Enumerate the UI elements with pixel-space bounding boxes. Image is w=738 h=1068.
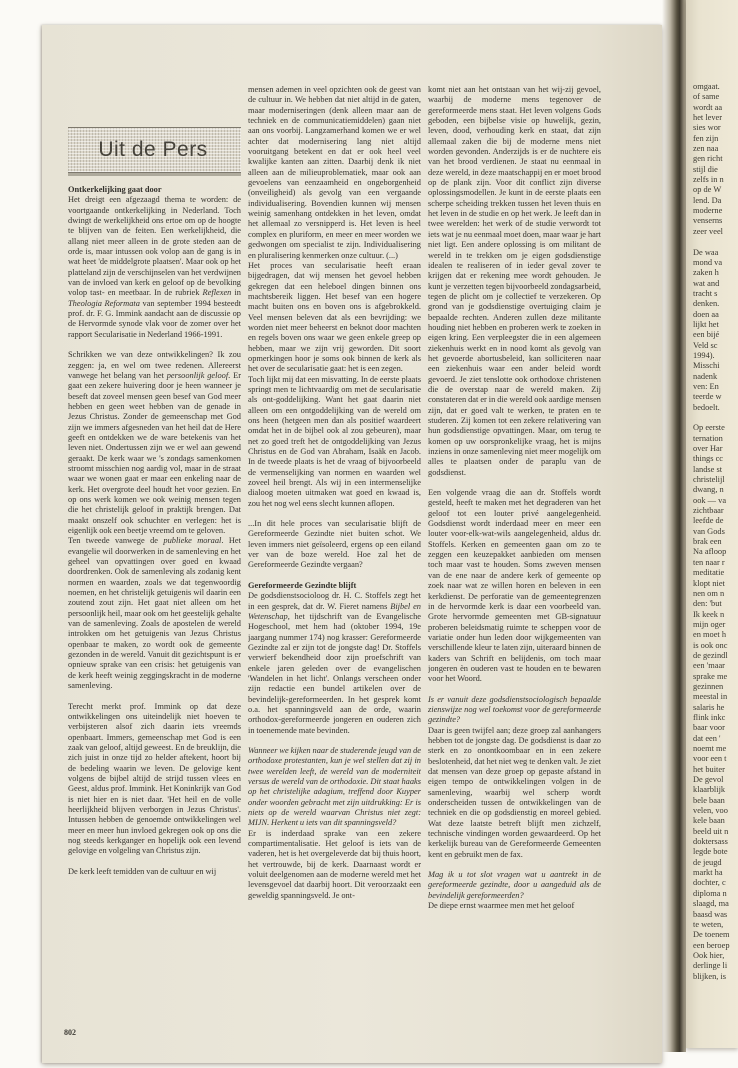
paragraph: ...In dit hele proces van secularisatie blijft de Gereformeerde Gezindte niet buiten schot. We leven immers niet geïsoleerd, ergens op een eiland ver van de boze wereld. Hoe zal het de Gereformeerde Gezindte vergaan? (248, 519, 421, 570)
clipped-text-line: wordt aa (693, 102, 723, 112)
clipped-text-line: zaken h (693, 268, 719, 278)
clipped-text-line: omgaat. (693, 82, 720, 91)
clipped-text-line: gen richt (693, 154, 723, 164)
clipped-text-line: is ook onc (693, 640, 728, 650)
clipped-text-line: de gezindl (693, 650, 728, 660)
clipped-text-line: beeld uit n (693, 826, 729, 836)
clipped-text-line: slaagd, ma (693, 899, 729, 909)
interview-question: Mag ik u tot slot vragen wat u aantrekt in de gereformeerde gezindte, door u aangeduid als de bevindelijk gereformeerden? (428, 870, 601, 900)
paragraph: De kerk leeft temidden van de cultuur en wij (68, 866, 217, 876)
clipped-text-line: het lever (693, 113, 723, 123)
clipped-text-line: baasd was (693, 909, 728, 919)
clipped-text-line: moderne (693, 206, 723, 216)
clipped-text-line: zen naa (693, 144, 719, 154)
clipped-text-line: diploma n (693, 888, 727, 898)
paragraph: Daar is geen twijfel aan; deze groep zal aanhangers hebben tot de jongste dag. De godsdienst is daar zo sterk en zo onontkoombaar en in een zekere beslotenheid, dat het niet weg te denken valt. Je ziet dat mensen van deze groep op gepaste afstand in eigen tempo de ontwikkelingen volgen in de samenleving, waarbij wel scherp wordt onderscheiden tussen de ontwikkelingen van de techniek en die op godsdienstig en moreel gebied. Wat deze laatste betreft blijft men zichzelf, technische vindingen worden gewaardeerd. Op het kerkelijk bureau van de Gereformeerde Gemeenten kent en gebruikt men de fax. (428, 725, 601, 859)
clipped-text-line: Na afloop (693, 547, 727, 557)
clipped-text-line: christelijl (693, 475, 725, 485)
clipped-text-line: den: 'but (693, 599, 722, 609)
clipped-text-line: ook — va (693, 495, 727, 505)
clipped-text-line: mond va (693, 257, 723, 267)
clipped-text-line: De gevol (693, 775, 724, 785)
clipped-text-line: fen zijn (693, 133, 719, 143)
book-spine-shadow (662, 0, 686, 1052)
clipped-text-line: op de W (693, 185, 722, 195)
clipped-text-line: blijken, is (693, 971, 727, 981)
text-columns (42, 25, 662, 1037)
clipped-text-line: de jeugd (693, 857, 722, 867)
clipped-text-line: van Gods (693, 526, 725, 536)
clipped-text-line: doktersass (693, 837, 728, 847)
clipped-text-line: klopt niet (693, 578, 725, 588)
clipped-text-line: flink inkc (693, 712, 726, 722)
clipped-text-line: baar voor (693, 723, 725, 733)
clipped-text-line: bedoelt. (693, 402, 720, 412)
paragraph: Toch lijkt mij dat een misvatting. In de eerste plaats springt men te lichtvaardig om met de secularisatie als ont-goddelijking. Want het gaat daarin niet alleen om een ontgoddelijking van de wereld om ons heen (hetgeen men dan als positief waardeert omdat het in de bijbel ook al zou gebeuren), maar net zo goed treft het de ontgoddelijking van Jezus Christus en de God van Abraham, Isaäk en Jacob. In de tweede plaats is het de vraag of bijvoorbeeld de vermenselijking van normen en waarden wel zoveel heil brengt. Als wij in een intermenselijke dialoog moeten uitmaken wat goed en kwaad is, zou het nog wel eens slecht kunnen aflopen. (248, 374, 421, 508)
clipped-text-line: over Har (693, 444, 723, 454)
clipped-text-line: De toenem (693, 930, 730, 940)
paragraph: Schrikken we van deze ontwikkelingen? Ik zou zeggen: ja, en wel om twee redenen. Allereerst vanwege het belang van het persoonlijk geloof. Er gaat een zekere huivering door je heen wanneer je beseft dat zoveel mensen geen besef van God meer hebben en geen weet hebben van de genade in Jezus Christus. Zonder de gemeenschap met God zijn we immers afgesneden van het heil dat de Here geeft en ontdekken we de ware betekenis van het leven niet. Ondertussen zijn we er wel aan gewend geraakt. De kerk waar we 's zondags samenkomen stroomt misschien nog aardig vol, maar in de straat waar we wonen gaat er maar een enkeling naar de kerk. Het overgrote deel houdt het voor gezien. En op ons werk komen we ook weinig mensen tegen die het christelijk geloof in praktijk brengen. Dat maakt onszelf ook schuchter en verlegen: het is eigenlijk ook een beetje vreemd om te geloven. (68, 350, 241, 535)
paragraph: Er is inderdaad sprake van een zekere compartimentalisatie. Het geloof is iets van de vaderen, het is het overgeleverde dat bij thuis hoort, het vertrouwde, bij de kerk. Daarnaast wordt er voluit deelgenomen aan de moderne wereld met het levensgevoel dat daarbij hoort. Dit veroorzaakt een geweldig spanningsveld. Je ont- (248, 828, 421, 900)
clipped-text-line: ternation (693, 433, 723, 443)
clipped-text-line: zeer veel (693, 226, 723, 236)
clipped-text-line: het buiter (693, 764, 725, 774)
clipped-text-line: kele baan (693, 816, 725, 826)
clipped-text-line: doen aa (693, 309, 719, 319)
clipped-text-line (693, 237, 738, 247)
paragraph: komt niet aan het ontstaan van het wij-zij gevoel, waarbij de moderne mens tegenover de gereformeerde mens staat. Het leven volgens Gods geboden, een bijbelse visie op huwelijk, gezin, leven, dood, verhouding kerk en staat, dat zijn allemaal zaken die bij de moderne mens niet worden gevonden. Anderzijds is er de nuchtere eis van het brood verdienen. Je staat nu eenmaal in deze wereld, in deze maatschappij en er moet brood op de plank zijn. Voor dit conflict zijn diverse oplossingsmodellen. Je kunt in de eerste plaats een scherpe scheiding trekken tussen het leven thuis en het leven in de studie en op het werk. Je leeft dan in twee werelden: het werk of de studie verwordt tot iets wat je nu eenmaal moet doen, maar waar je hart niet ligt. Een andere oplossing is om militant de wereld in te trekken om je eigen godsdienstige idealen te realiseren of in ieder geval zover te krijgen dat er rekening mee wordt gehouden. Je kunt je verzetten tegen bijvoorbeeld zondagsarbeid, tegen de plicht om je collectief te verzekeren. Op grond van je godsdienstige overtuiging claim je bepaalde rechten. Anderen zullen deze militante houding niet hebben en proberen werk te zoeken in eigen kring. Een verpleegster die in een algemeen ziekenhuis werkt en in nood komt als gevolg van het gevoerde abortusbeleid, kan solliciteren naar een ziekenhuis waar een ander beleid wordt gevoerd. Je ziet tenslotte ook orthodoxe christenen die de overstap naar de wereld maken. Zij constateren dat er in die wereld ook aardige mensen zijn, dat er goed valt te werken, te praten en te studeren. Zij komen tot een zekere relativering van hun godsdienstige opvattingen. Maar, om terug te komen op uw oorspronkelijke vraag, het is mijns inziens in onze samenleving niet meer mogelijk om alles te plaatsen onder de paraplu van de godsdienst. (428, 85, 601, 477)
article-heading: Gereformeerde Gezindte blijft (248, 580, 357, 590)
clipped-text-line: zichtbaar (693, 506, 724, 516)
clipped-text-line: Veld sc (693, 340, 718, 350)
paragraph: Het proces van secularisatie heeft eraan bijgedragen, dat wij mensen het gevoel hebben gekregen dat een heleboel dingen binnen ons machtsbereik liggen. Het besef van een hogere macht buiten ons en boven ons is afgebrokkeld. Veel mensen beleven dat als een bevrijding: we worden niet meer beheerst en beknot door machten en regels boven ons waar we geen enkele greep op hebben, maar we zijn vrij geworden. Dit soort opmerkingen hoor je soms ook binnen de kerk als het over de secularisatie gaat: het is een zegen. (248, 260, 421, 374)
clipped-text-line: denken. (693, 299, 720, 309)
clipped-text-line: brak een (693, 537, 722, 547)
clipped-text-line: markt ha (693, 868, 723, 878)
clipped-text-line: zelfs in n (693, 175, 724, 185)
clipped-text-line: landse st (693, 464, 723, 474)
clipped-text-line: Op eerste (693, 423, 725, 433)
clipped-text-line: Misschi (693, 361, 720, 371)
clipped-text-line: lijkt het (693, 319, 719, 329)
clipped-text-line: meestal in (693, 692, 728, 702)
paragraph: Een volgende vraag die aan dr. Stoffels wordt gesteld, heeft te maken met het degraderen van het geloof tot een louter privé aangelegenheid. Godsdienst wordt inderdaad meer en meer een louter voor-elk-wat-wils aangelegenheid, aldus dr. Stoffels. Kerken en gemeenten gaan om zo te zeggen een keuzepakket aanbieden om mensen toch maar vast te houden. Soms zweven mensen van de ene naar de andere kerk of gemeente op zoek naar wat ze willen horen en beleven in een kerkdienst. De perforatie van de gemeentegrenzen in de hervormde kerk is daar een voorbeeld van. Grote hervormde gemeenten met GB-signatuur proberen beleidsmatig ruimte te scheppen voor de variatie onder hun leden door wijkgemeenten van verschillende kleur te laten zijn, uiteraard binnen de kaders van Schrift en belijdenis, om toch maar jongeren èn ouderen vast te houden en te bewaren voor het Woord. (428, 488, 601, 684)
page-number: 802 (64, 1028, 76, 1037)
clipped-text-line: mijn oger (693, 619, 726, 629)
clipped-text-line: teerde w (693, 392, 722, 402)
clipped-text-line: en moet h (693, 630, 727, 640)
clipped-text-line: gezinnen (693, 681, 724, 691)
clipped-text-line: nadenk (693, 371, 718, 381)
clipped-text-line: things cc (693, 454, 724, 464)
clipped-text-line: lend. Da (693, 195, 722, 205)
clipped-text-line: klaarblijk (693, 785, 726, 795)
magazine-right-page-sliver (686, 0, 738, 1048)
clipped-text-line: een beroep (693, 940, 730, 950)
clipped-text-line: bele baan (693, 795, 725, 805)
clipped-text-line: leefde de (693, 516, 724, 526)
clipped-text-line: sprake me (693, 671, 728, 681)
paragraph: De diepe ernst waarmee men met het geloof (428, 901, 575, 911)
clipped-text-line: Ik keek n (693, 609, 725, 619)
interview-question: Wanneer we kijken naar de studerende jeugd van de orthodoxe protestanten, kun je wel stellen dat zij in twee werelden leeft, de wereld van de moderniteit versus de wereld van de orthodoxie. Dit staat haaks op het christelijke adagium, treffend door Kuyper onder woorden gebracht met zijn uitdrukking: Er is niets op de wereld waarvan Christus niet zegt: MIJN. Herkent u iets van dit spanningsveld? (248, 745, 421, 828)
clipped-text-line: 1994). (693, 350, 715, 360)
clipped-text-line: dat een ' (693, 733, 721, 743)
clipped-text-line: ten naar r (693, 557, 725, 567)
column-3 (428, 85, 601, 1037)
section-title: Uit de Pers (98, 138, 208, 161)
clipped-text-line: dochter, c (693, 878, 726, 888)
paragraph: Ten tweede vanwege de publieke moraal. Het evangelie wil doorwerken in de samenleving en het geheel van opvattingen over goed en kwaad doordrenken. Ook de samenleving als zodanig kent normen en waarden, zoals we dat tegenwoordig noemen, en het christelijk getuigenis wil daarin een zoutend zout zijn. Het gaat niet alleen om het persoonlijk heil, maar ook om het geestelijk gehalte van de samenleving. Zoals de apostelen de wereld introkken om het getuigenis van Jezus Christus openbaar te maken, zo wordt ook de gemeente gezonden in de wereld. Vanuit dit gezichtspunt is er opnieuw sprake van een crisis: het getuigenis van de kerk heeft weinig zeggingskracht in de moderne samenleving. (68, 536, 241, 691)
clipped-text-line: stijl die (693, 164, 718, 174)
column-1 (68, 85, 241, 1037)
paragraph: Het dreigt een afgezaagd thema te worden: de voortgaande ontkerkelijking in Nederland. Toch dwingt de werkelijkheid ons ertoe om op de hoogte te blijven van de feiten. Een werkelijkheid, die allang niet meer alleen in de grote steden aan de orde is, maar intussen ook volop aan de gang is in wat heet 'de middelgrote plaatsen'. Maar ook op het platteland zijn de verschijnselen van het verdwijnen van de invloed van kerk en geloof op de bevolking volop tast- en meetbaar. In de rubriek Reflexen in Theologia Reformata van september 1994 besteedt prof. dr. F. G. Immink aandacht aan de discussie op de Hervormde synode vlak voor de zomer over het rapport Secularisatie in Nederland 1966-1991. (68, 195, 241, 339)
clipped-text-line: een 'maar (693, 661, 725, 671)
press-review-title-box (68, 127, 241, 173)
paragraph: mensen ademen in veel opzichten ook de geest van de cultuur in. We hebben dat niet altijd in de gaten, maar moderniseringen (denk alleen maar aan de techniek en de communicatiemiddelen) gaan niet aan ons voorbij. Langzamerhand komen we er wel achter dat modernisering lang niet altijd vooruitgang betekent en dat er ook heel veel kwalijke kanten aan zitten. Daarbij denk ik niet alleen aan de milieuproblematiek, maar ook aan gevoelens van eenzaamheid en ongeborgenheid (onveiligheid) als gevolg van een vergaande individualisering. Bovendien kunnen wij mensen weinig samenhang ontdekken in het leven, omdat het allemaal zo versnipperd is. Het leven is heel complex en pluriform, en meer en meer worden we gedwongen om specialist te zijn. Individualisering en pluralisering kenmerken onze cultuur. (...) (248, 85, 421, 260)
clipped-text-line: meditatie (693, 568, 725, 578)
clipped-text-line: dwang, n (693, 485, 724, 495)
column-2 (248, 85, 421, 1037)
paragraph: Terecht merkt prof. Immink op dat deze ontwikkelingen ons uiteindelijk niet hoeven te verbijsteren alsof zich daarin iets vreemds openbaart. Immers, gemeenschap met God is een zaak van geloof, altijd geweest. En de breuklijn, die zich juist in onze tijd zo helder aftekent, hoort bij de bedeling waarin we leven. De gelovige kent volgens de bijbel altijd de strijd tussen vlees en Geest, aldus prof. Immink. Het Koninkrijk van God is niet hier en is niet daar. 'Het heil en de volle heerlijkheid blijven verborgen in Jezus Christus'. Intussen hebben de genoemde ontwikkelingen wel meer en meer hun invloed gekregen ook op ons die nog steeds kerkganger en hopelijk ook een levend gelovige en volgeling van Christus zijn. (68, 701, 241, 856)
article-heading: Ontkerkelijking gaat door (68, 185, 162, 194)
clipped-text-line: te weten, (693, 919, 724, 929)
clipped-text-line: nen om n (693, 588, 725, 598)
clipped-text-line: voor een t (693, 754, 727, 764)
clipped-text-line: noemt me (693, 744, 727, 753)
clipped-text-line: legde bote (693, 847, 728, 857)
clipped-text-line: een bijé (693, 330, 720, 340)
clipped-text-line: wat and (693, 278, 720, 288)
paragraph: De godsdienstsocioloog dr. H. C. Stoffels zegt het in een gesprek, dat dr. W. Fieret namens Bijbel en Wetenschap, het tijdschrift van de Evangelische Hogeschool, met hem had (oktober 1994, 19e jaargang nummer 174) nog krasser: Gereformeerde Gezindte zal er zijn tot de jongste dag! Dr. Stoffels verwierf bekendheid door zijn proefschrift van enkele jaren geleden over de evangelischen 'Wandelen in het licht'. Onlangs verscheen onder zijn redactie een bundel artikelen over de bevindelijk-gereformeerden. In het gesprek komt o.a. het spanningsveld aan de orde, waarin orthodox-gereformeerde jongeren en ouderen zich in toenemende mate bevinden. (248, 591, 421, 735)
clipped-text-line: sies wor (693, 123, 721, 133)
magazine-left-page (42, 25, 662, 1063)
clipped-text-line: tracht s (693, 288, 718, 298)
clipped-text-line: Ook hier, (693, 950, 725, 960)
clipped-text-line: derlinge li (693, 961, 728, 971)
clipped-text-line: of same (693, 92, 720, 102)
clipped-text-line: salaris he (693, 702, 725, 712)
clipped-text-line: venserns (693, 216, 723, 226)
clipped-text-line (693, 413, 738, 423)
clipped-text-line: velen, voo (693, 806, 728, 816)
interview-question: Is er vanuit deze godsdienstsociologisch bepaalde zienswijze nog wel toekomst voor de gereformeerde gezindte? (428, 694, 601, 725)
clipped-text-column (693, 82, 738, 982)
clipped-text-line: ven: En (693, 381, 719, 391)
clipped-text-line: De waa (693, 247, 719, 257)
